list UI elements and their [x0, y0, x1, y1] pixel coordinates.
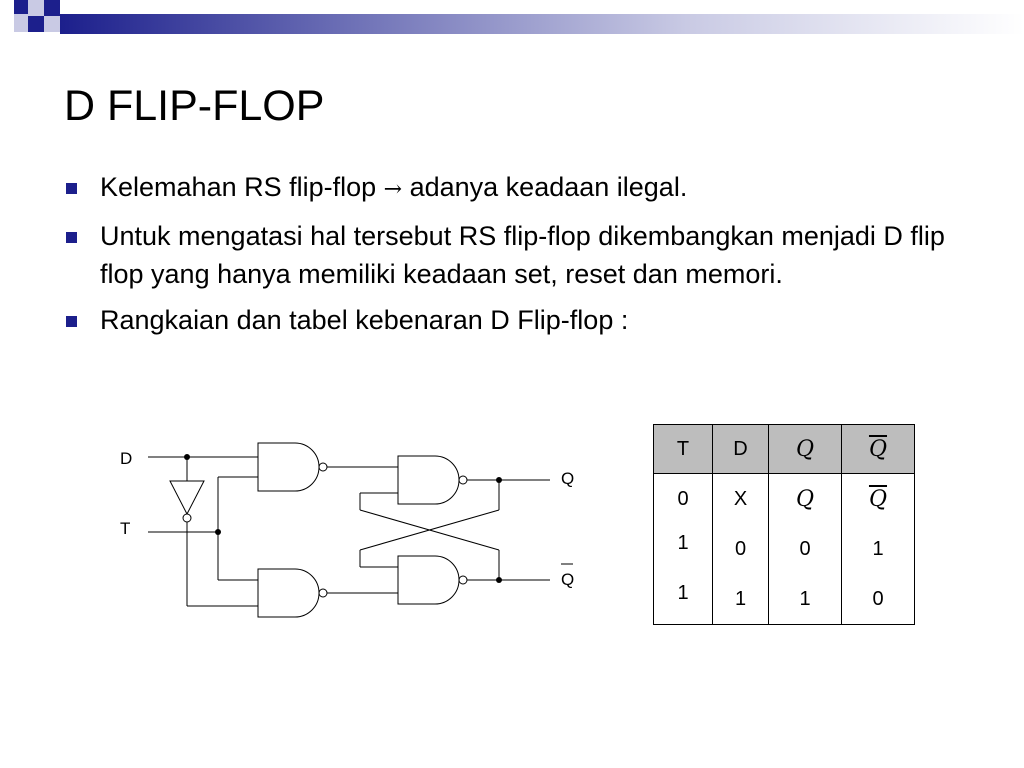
right-arrow-icon: → [383, 177, 403, 202]
table-cell [654, 574, 713, 625]
bullet-item [64, 301, 984, 339]
column-header: T [654, 425, 713, 474]
bullet-text: Rangkaian dan tabel kebenaran D Flip-flop : [100, 305, 629, 335]
table-row [654, 474, 915, 525]
d-flip-flop-circuit [110, 430, 600, 620]
table-cell [654, 524, 713, 574]
table-cell [769, 474, 842, 525]
q-not-symbol: $\overline{Q}$ [868, 486, 888, 512]
square-bullet-icon [66, 183, 77, 194]
table-header-row [654, 425, 915, 474]
square-bullet-icon [66, 232, 77, 243]
q-symbol: Q [795, 486, 815, 512]
deco-square [28, 0, 44, 16]
output-q-label: Q [561, 469, 575, 488]
bullet-list [64, 168, 984, 347]
truth-table [653, 424, 915, 625]
deco-square [44, 16, 60, 32]
column-header: D [713, 425, 769, 474]
input-t-label: T [120, 519, 131, 538]
q-symbol: Q [795, 436, 815, 462]
output-q-not-label: Q [561, 570, 575, 589]
table-cell [842, 474, 915, 525]
inverter-bubble [183, 514, 191, 522]
header-gradient-bar [60, 14, 1024, 34]
cell-value: 1 [677, 581, 689, 604]
table-cell: X [713, 474, 769, 525]
slide-title: D FLIP-FLOP [64, 82, 325, 130]
table-cell: 1 [769, 574, 842, 625]
bullet-text: adanya keadaan ilegal. [402, 172, 688, 202]
nand-bubble [319, 463, 327, 471]
deco-square [14, 0, 28, 14]
bullet-text: Kelemahan RS flip-flop [100, 172, 384, 202]
deco-square [14, 14, 28, 32]
deco-square [44, 0, 60, 16]
bullet-item [64, 168, 984, 209]
nand-bubble [459, 576, 467, 584]
nand-gate-2 [398, 456, 459, 504]
column-header [769, 425, 842, 474]
nand-bubble [459, 476, 467, 484]
table-cell: 1 [713, 574, 769, 625]
table-cell: 1 [842, 524, 915, 574]
square-bullet-icon [66, 316, 77, 327]
bullet-item [64, 217, 984, 293]
table-cell: 0 [713, 524, 769, 574]
column-header [842, 425, 915, 474]
table-row [654, 524, 915, 574]
bullet-text: Untuk mengatasi hal tersebut RS flip-flop dikembangkan menjadi D flip flop yang hanya memiliki keadaan set, reset dan memori. [100, 221, 945, 289]
table-cell: 0 [769, 524, 842, 574]
cell-value: 1 [677, 531, 689, 554]
table-row [654, 574, 915, 625]
nand-gate-4 [398, 556, 459, 604]
input-d-label: D [120, 449, 133, 468]
inverter-gate [170, 481, 204, 514]
table-cell: 0 [842, 574, 915, 625]
q-not-symbol: $\overline{Q}$ [868, 436, 888, 462]
nand-gate-1 [258, 443, 319, 491]
nand-gate-3 [258, 569, 319, 617]
deco-square [28, 16, 44, 32]
nand-bubble [319, 589, 327, 597]
table-cell: 0 [654, 474, 713, 525]
header-decoration [0, 0, 1024, 34]
